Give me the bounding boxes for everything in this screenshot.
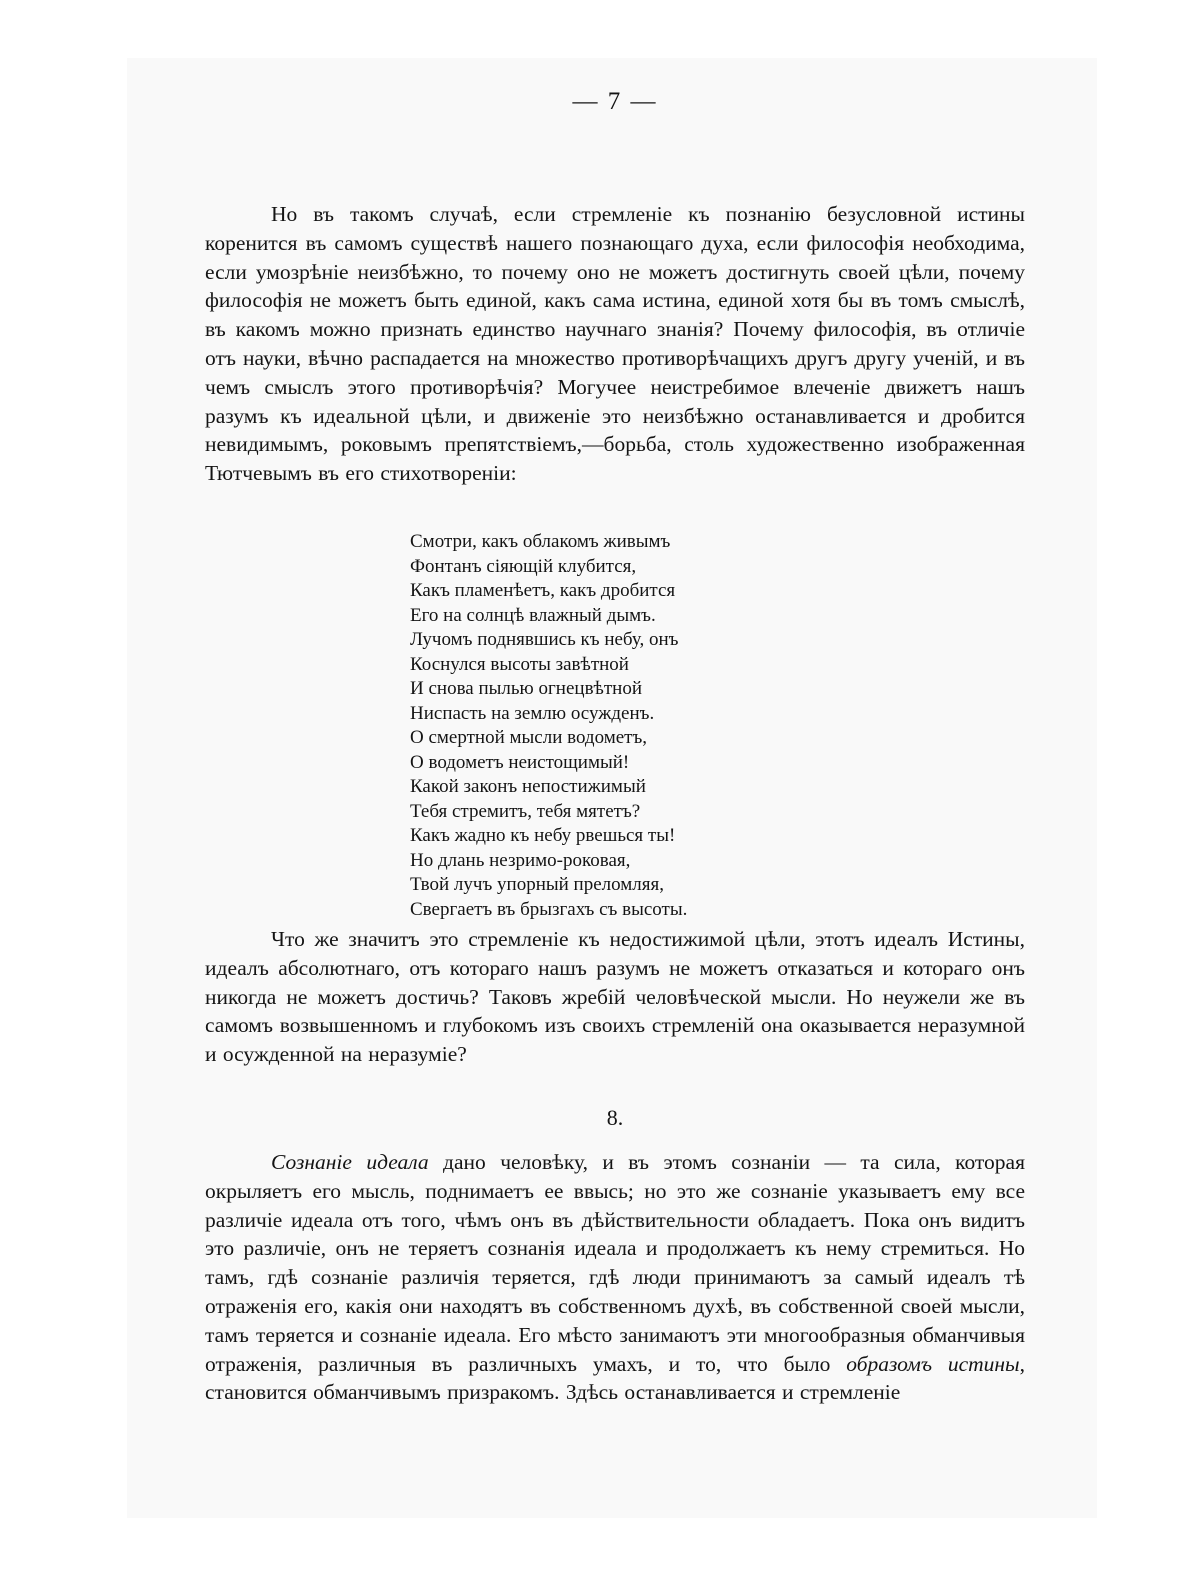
poem <box>410 530 810 922</box>
poem-line: Какой законъ непостижимый <box>410 776 646 797</box>
paragraph-3 <box>205 1148 1025 1407</box>
poem-line: Какъ пламенѣетъ, какъ дробится <box>410 580 676 601</box>
poem-line: О водометъ неистощимый! <box>410 751 630 773</box>
poem-line: И снова пылью огнецвѣтной <box>410 678 642 699</box>
poem-line: О смертной мысли водометъ, <box>410 727 648 748</box>
poem-line: Твой лучъ упорный преломляя, <box>410 874 665 895</box>
poem-line: Свергаетъ въ брызгахъ съ высоты. <box>410 898 688 920</box>
poem-line: Фонтанъ сіяющій клубится, <box>410 555 637 577</box>
poem-line: Ниспасть на землю осужденъ. <box>410 702 655 724</box>
poem-line: Какъ жадно къ небу рвешься ты! <box>410 825 676 846</box>
poem-line: Коснулся высоты завѣтной <box>410 653 629 675</box>
paragraph-2: Что же значитъ это стремленіе къ недостижимой цѣли, этотъ идеалъ Истины, идеалъ абсолютнаго, отъ котораго нашъ разумъ не можетъ отказаться и котораго онъ никогда не можетъ достичь? Таковъ жребій человѣческой мысли. Но неужели же въ самомъ возвышенномъ и глубокомъ изъ своихъ стремленій она оказывается неразумной и осужденной на неразуміе? <box>205 927 1025 1067</box>
paragraph-1: Но въ такомъ случаѣ, если стремленіе къ познанію безусловной истины коренится въ самомъ существѣ нашего познающаго духа, если философія необходима, если умозрѣніе неизбѣжно, то почему оно не можетъ достигнуть своей цѣли, почему философія не можетъ быть единой, какъ сама истина, единой хотя бы въ томъ смыслѣ, въ какомъ можно признать единство научнаго знанія? Почему философія, въ отличіе отъ науки, вѣчно распадается на множество противорѣчащихъ другъ другу ученій, и въ чемъ смыслъ этого противорѣчія? Могучее неистребимое влеченіе движетъ нашъ разумъ къ идеальной цѣли, и движеніе это неизбѣжно останавливается и дробится невидимымъ, роковымъ препятствіемъ,—борьба, столь художественно изображенная Тютчевымъ въ его стихотвореніи: <box>205 202 1025 486</box>
poem-line: Тебя стремитъ, тебя мятетъ? <box>410 800 641 822</box>
poem-line: Смотри, какъ облакомъ живымъ <box>410 531 671 552</box>
italic-term: образомъ истины <box>846 1351 1020 1376</box>
paragraph-3-text: , становится обманчивымъ призракомъ. Здѣсь останавливается и стремленіе <box>205 1351 1025 1405</box>
page-number: — 7 — <box>572 88 658 115</box>
italic-term: Сознаніе идеала <box>271 1150 429 1174</box>
paragraph-3-text: дано человѣку, и въ этомъ сознаніи — та сила, которая окрыляетъ его мысль, поднимаетъ ее ввысь; но это же сознаніе указываетъ ему все различіе идеала отъ того, чѣмъ онъ въ дѣйствительности обладаетъ. Пока онъ видитъ это различіе, онъ не теряетъ сознанія идеала и продолжаетъ къ нему стремиться. Но тамъ, гдѣ сознаніе различія теряется, гдѣ люди принимаютъ за самый идеалъ тѣ отраженія его, какія они находятъ въ собственномъ духѣ, въ собственной своей мысли, тамъ теряется и сознаніе идеала. Его мѣсто занимаютъ эти многообразныя обманчивыя отраженія, различныя въ различныхъ умахъ, и то, что было <box>205 1150 1025 1376</box>
section-number: 8. <box>606 1105 624 1130</box>
poem-line: Его на солнцѣ влажный дымъ. <box>410 604 656 626</box>
poem-line: Но длань незримо-роковая, <box>410 849 631 871</box>
poem-line: Лучомъ поднявшись къ небу, онъ <box>410 629 679 650</box>
